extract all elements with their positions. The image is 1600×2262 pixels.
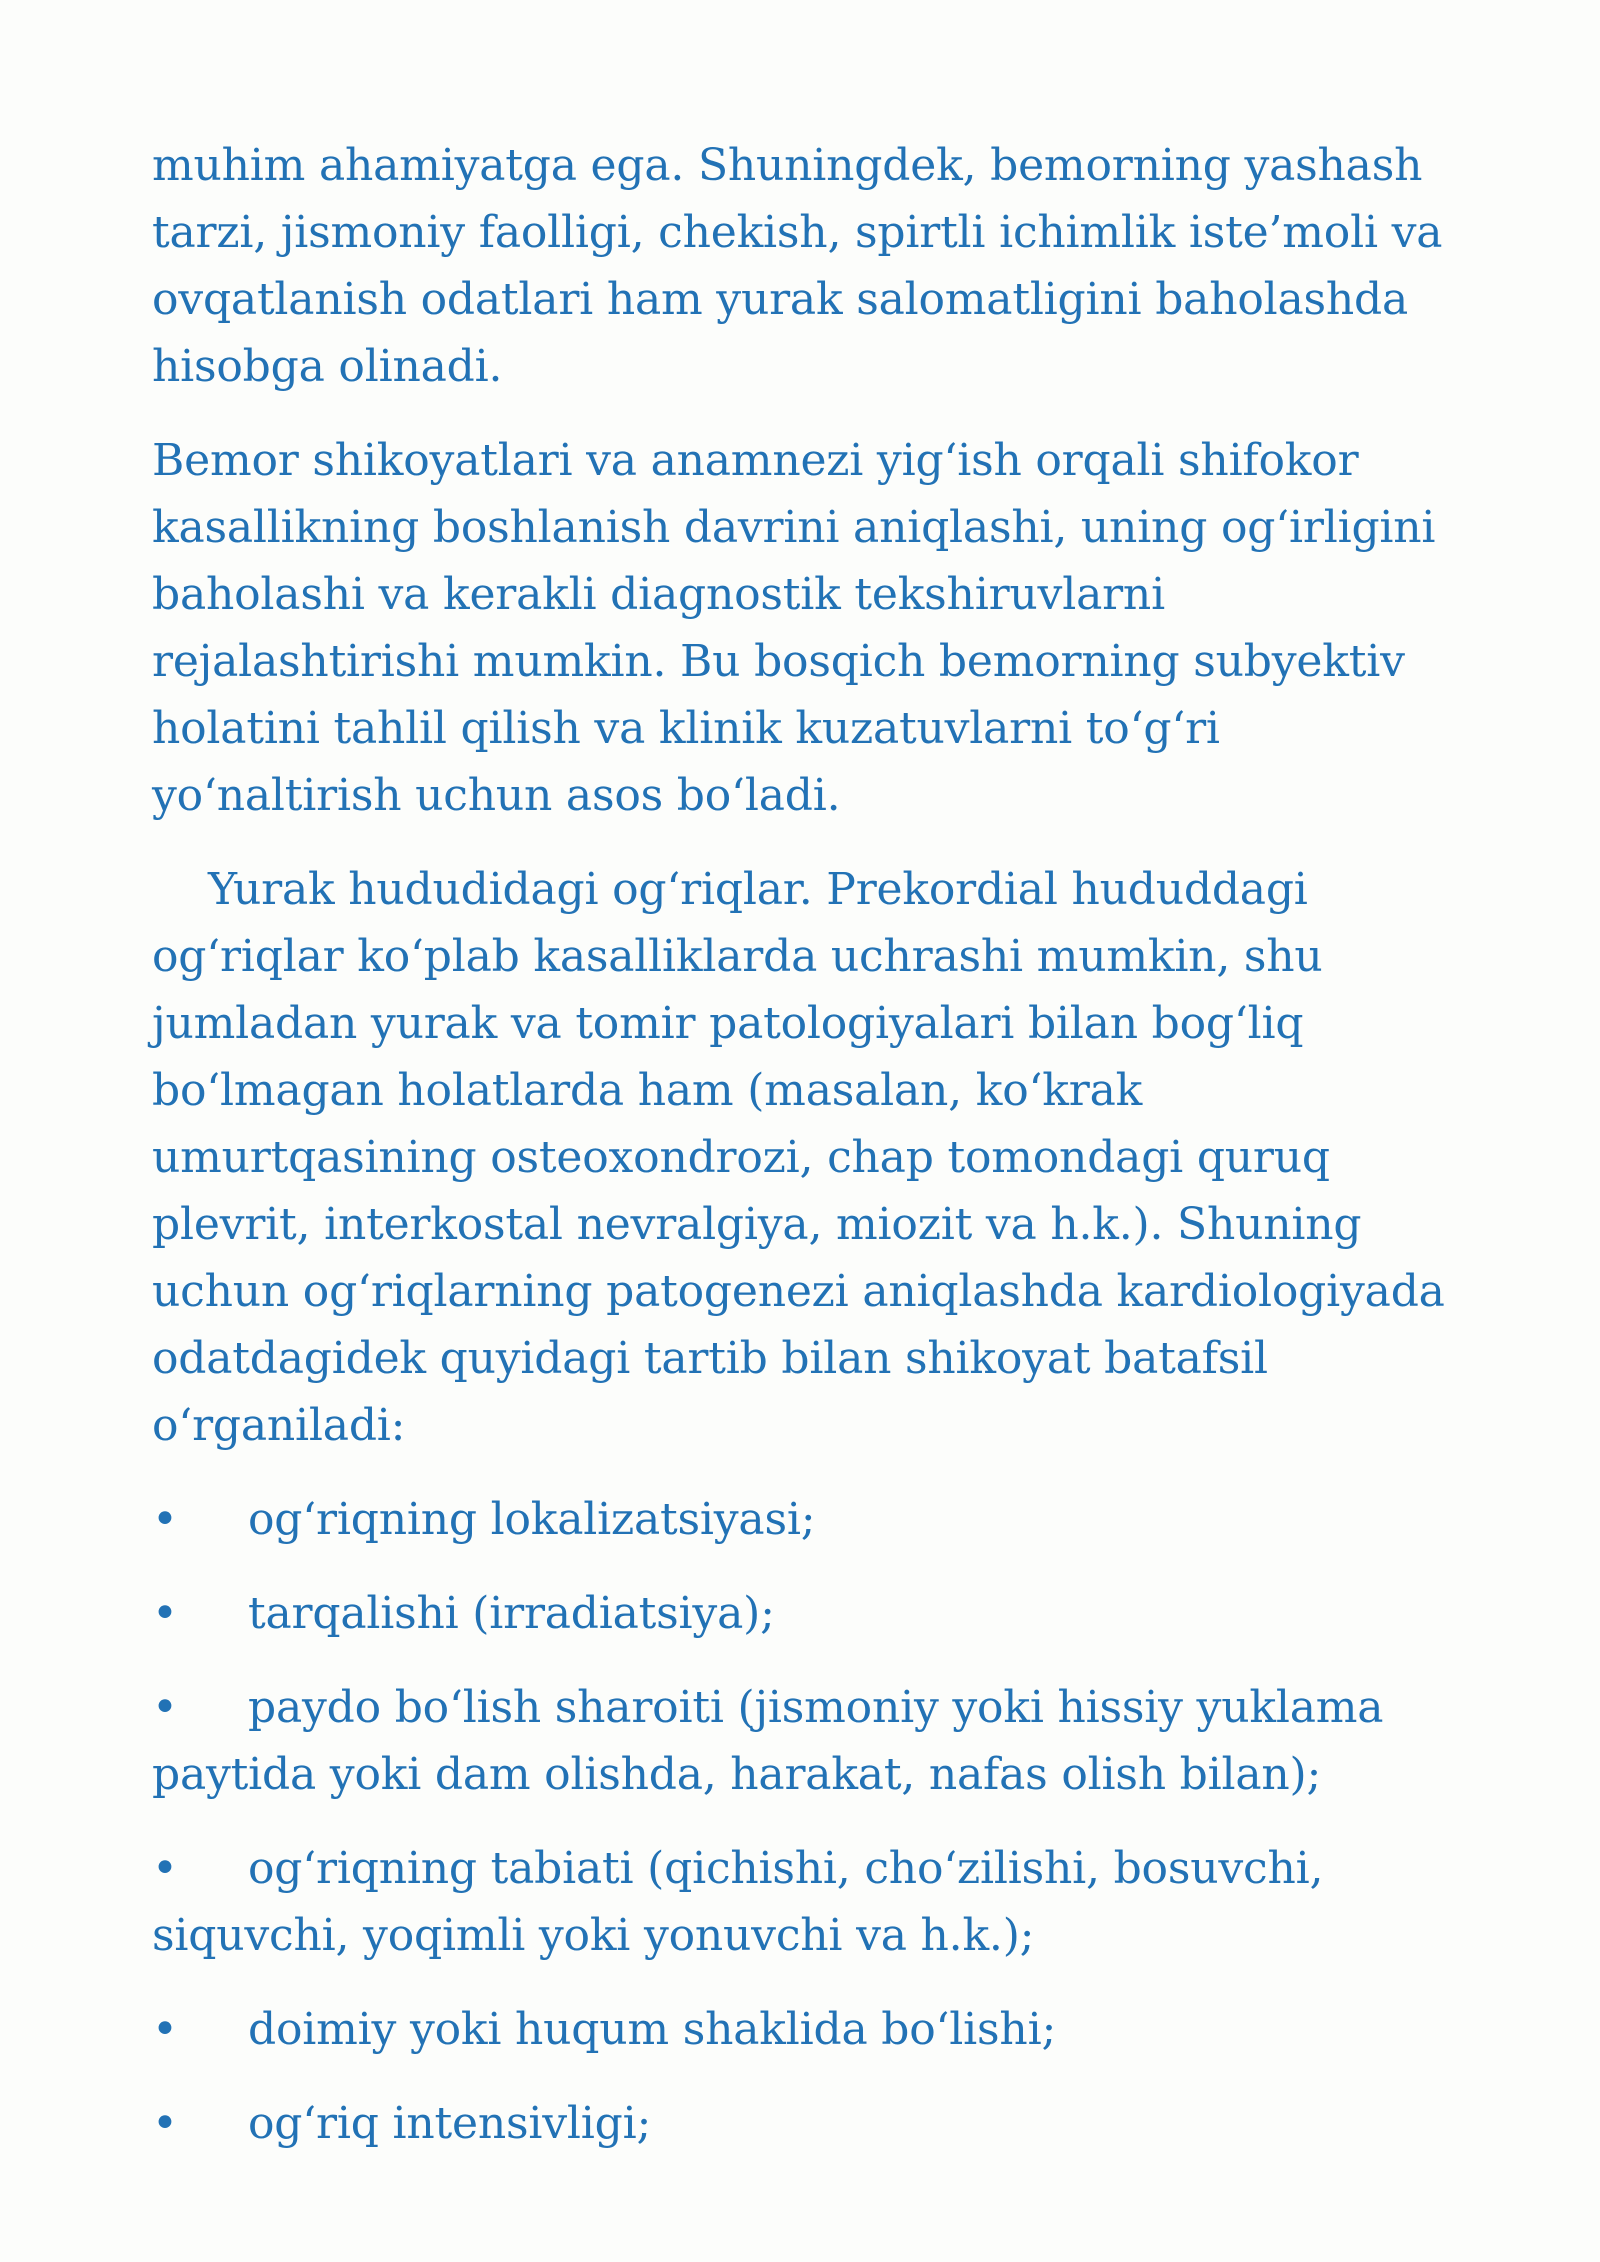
list-item-text: og‘riqning lokalizatsiyasi;: [248, 1494, 816, 1545]
list-item-text: paydo bo‘lish sharoiti (jismoniy yoki hissiy yuklama paytida yoki dam olishda, harakat, nafas olish bilan);: [152, 1682, 1384, 1800]
list-item: [152, 1486, 1472, 1553]
bullet-icon: •: [152, 1682, 178, 1733]
list-item: [152, 1996, 1472, 2063]
list-item-text: doimiy yoki huqum shaklida bo‘lishi;: [248, 2004, 1057, 2055]
bullet-icon: •: [152, 1588, 178, 1639]
paragraph-lifestyle: muhim ahamiyatga ega. Shuningdek, bemorning yashash tarzi, jismoniy faolligi, chekish, spirtli ichimlik iste’moli va ovqatlanish odatlari ham yurak salomatligini baholashda hisobga olinadi.: [152, 140, 1443, 392]
list-item-text: og‘riq intensivligi;: [248, 2098, 652, 2149]
paragraph-chest-pain: Yurak hududidagi og‘riqlar. Prekordial hududdagi og‘riqlar ko‘plab kasalliklarda uchrashi mumkin, shu jumladan yurak va tomir patologiyalari bilan bog‘liq bo‘lmagan holatlarda ham (masalan, ko‘krak umurtqasining osteoxondrozi, chap tomondagi quruq plevrit, interkostal nevralgiya, miozit va h.k.). Shuning uchun og‘riqlarning patogenezi aniqlashda kardiologiyada odatdagidek quyidagi tartib bilan shikoyat batafsil o‘rganiladi:: [152, 864, 1445, 1451]
bullet-icon: •: [152, 1494, 178, 1545]
list-item-text: og‘riqning tabiati (qichishi, cho‘zilishi, bosuvchi, siquvchi, yoqimli yoki yonuvchi va h.k.);: [152, 1843, 1324, 1961]
bullet-icon: •: [152, 2098, 178, 2149]
list-item: [152, 1674, 1472, 1808]
document-page: [152, 132, 1472, 2184]
paragraph-anamnesis: Bemor shikoyatlari va anamnezi yig‘ish orqali shifokor kasallikning boshlanish davrini aniqlashi, uning og‘irligini baholashi va kerakli diagnostik tekshiruvlarni rejalashtirishi mumkin. Bu bosqich bemorning subyektiv holatini tahlil qilish va klinik kuzatuvlarni to‘g‘ri yo‘naltirish uchun asos bo‘ladi.: [152, 435, 1436, 821]
list-item: [152, 1580, 1472, 1647]
bullet-icon: •: [152, 2004, 178, 2055]
bullet-icon: •: [152, 1843, 178, 1894]
list-item: [152, 2090, 1472, 2157]
list-item: [152, 1835, 1472, 1969]
list-item-text: tarqalishi (irradiatsiya);: [248, 1588, 775, 1639]
